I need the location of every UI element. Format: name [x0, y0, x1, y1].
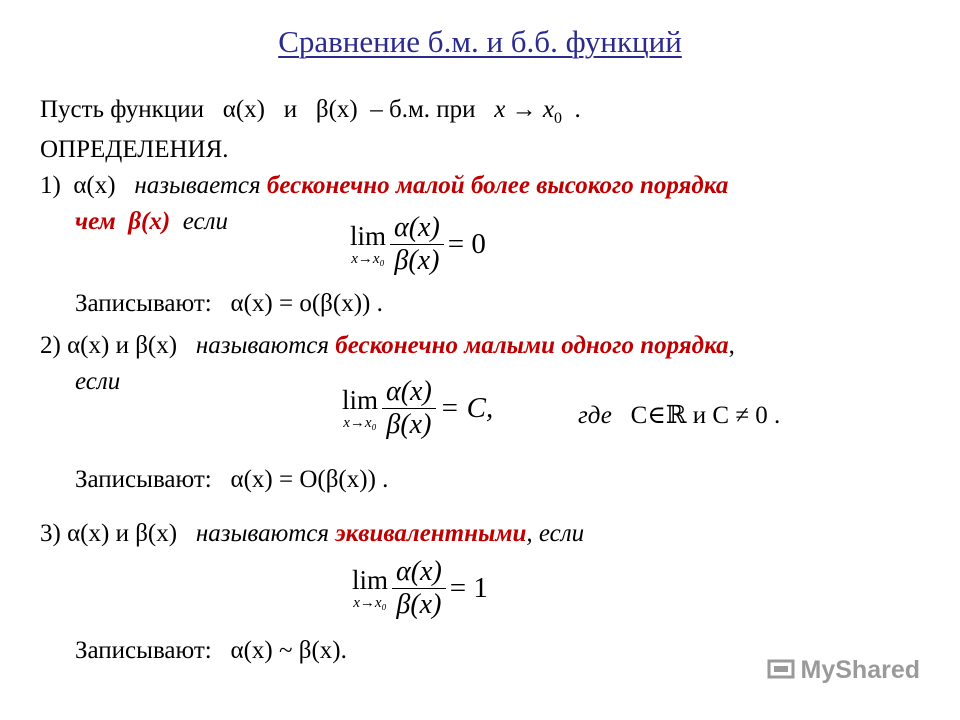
def2-lim: lim x→x₀	[342, 384, 379, 431]
intro-limit-sub: 0	[554, 110, 562, 127]
def3-if: , если	[526, 520, 585, 547]
def1-term: бесконечно малой более высокого порядка	[266, 172, 729, 199]
def2-condition: C∈ℝ и C ≠ 0 .	[630, 402, 781, 429]
def2-comma: ,	[728, 332, 735, 359]
def1-number: 1)	[40, 172, 61, 199]
def1-line2	[75, 208, 228, 236]
def1-record-label: Записывают:	[75, 290, 212, 317]
def2-called: называются	[195, 332, 329, 359]
def1-called: называется	[134, 172, 261, 199]
def3-functions: α(x) и β(x)	[67, 520, 178, 547]
watermark	[767, 656, 920, 685]
page-title: Сравнение б.м. и б.б. функций	[278, 24, 682, 59]
intro-dot: .	[574, 96, 581, 123]
def1-record	[75, 290, 383, 318]
def3-fraction: $\frac{\alpha(x)}{\beta(x)}$	[392, 556, 446, 621]
def3-record-label: Записывают:	[75, 637, 212, 664]
def2-term: бесконечно малыми одного порядка	[335, 332, 729, 359]
def2-record-value: α(x) = O(β(x)) .	[230, 466, 389, 493]
watermark-text: MyShared	[800, 656, 920, 684]
presentation-icon	[767, 658, 795, 682]
def3-called: называются	[195, 520, 329, 547]
intro-limit: x → x	[494, 96, 554, 123]
def2-line1	[40, 332, 735, 360]
def2-where: где	[578, 402, 612, 429]
def3-lim: lim x→x₀	[352, 564, 389, 611]
def2-condition-line	[578, 400, 780, 430]
def2-if: если	[75, 368, 121, 395]
def3-record	[75, 637, 347, 665]
def3-line1	[40, 520, 584, 548]
def2-formula	[342, 376, 493, 441]
def2-fraction: $\frac{\alpha(x)}{\beta(x)}$	[382, 376, 436, 441]
def1-fraction: $\frac{\alpha(x)}{\beta(x)}$	[390, 212, 444, 277]
def2-functions: α(x) и β(x)	[67, 332, 178, 359]
def1-line1	[40, 172, 728, 200]
intro-and: и	[283, 96, 298, 123]
def1-term-cont: чем	[75, 208, 116, 235]
def1-if: если	[182, 208, 228, 235]
def1-record-value: α(x) = o(β(x)) .	[230, 290, 383, 317]
intro-prefix: Пусть функции	[40, 96, 204, 123]
def3-formula	[352, 556, 488, 621]
intro-beta: β(x)	[315, 96, 358, 123]
intro-dash: – б.м. при	[370, 96, 476, 123]
definitions-heading: ОПРЕДЕЛЕНИЯ.	[40, 136, 229, 163]
def2-record-label: Записывают:	[75, 466, 212, 493]
def3-term: эквивалентными	[335, 520, 527, 547]
def1-lim: lim x→x₀	[350, 220, 387, 267]
def1-alpha: α(x)	[73, 172, 116, 199]
def3-rhs: = 1	[449, 572, 488, 604]
def1-term-beta: β(x)	[128, 208, 171, 235]
intro-alpha: α(x)	[222, 96, 265, 123]
def2-record	[75, 466, 388, 494]
def3-number: 3)	[40, 520, 61, 547]
intro-line	[40, 96, 581, 127]
def2-number: 2)	[40, 332, 61, 359]
def1-rhs: = 0	[447, 228, 486, 260]
def1-formula	[350, 212, 486, 277]
def3-record-value: α(x) ~ β(x).	[230, 637, 347, 664]
def2-rhs: = C,	[439, 392, 494, 424]
